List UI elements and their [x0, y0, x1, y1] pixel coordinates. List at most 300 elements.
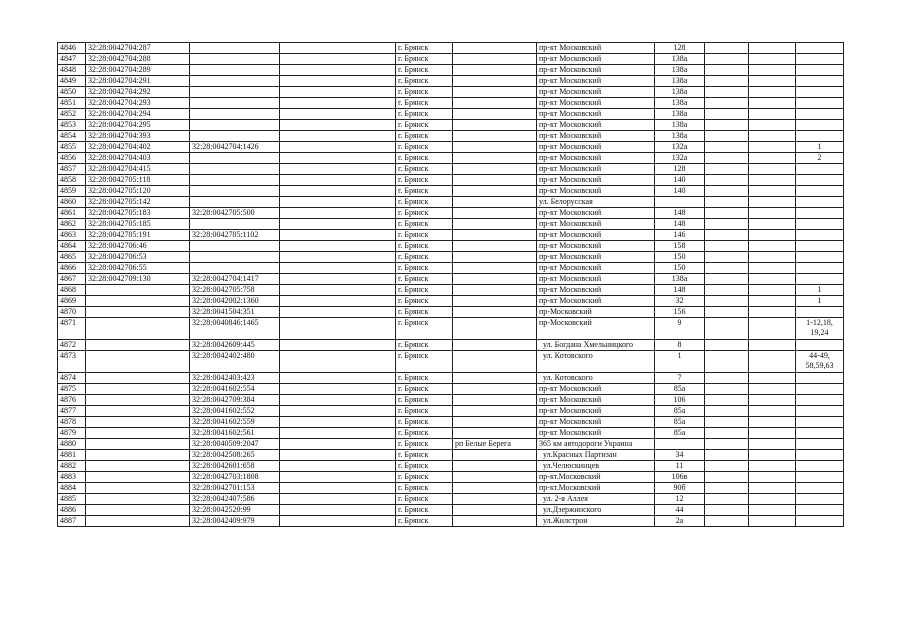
city-cell: г. Брянск: [396, 98, 453, 109]
empty-cell: [280, 318, 396, 340]
settlement-cell: [453, 505, 537, 516]
empty-cell: [749, 131, 796, 142]
street-cell: ул.Дзержинского: [537, 505, 655, 516]
settlement-cell: [453, 395, 537, 406]
street-cell: пр-кт Московский: [537, 120, 655, 131]
table-row: [58, 142, 844, 153]
settlement-cell: [453, 274, 537, 285]
premises-number-cell: [796, 230, 844, 241]
empty-cell: [749, 274, 796, 285]
empty-cell: [749, 395, 796, 406]
empty-cell: [280, 120, 396, 131]
settlement-cell: [453, 153, 537, 164]
table-row: [58, 131, 844, 142]
cadastral-number-cell: [86, 373, 190, 384]
empty-cell: [749, 428, 796, 439]
empty-cell: [705, 131, 749, 142]
empty-cell: [749, 384, 796, 395]
street-cell: пр-кт Московский: [537, 153, 655, 164]
row-number-cell: 4875: [58, 384, 86, 395]
settlement-cell: [453, 120, 537, 131]
empty-cell: [705, 263, 749, 274]
empty-cell: [749, 164, 796, 175]
house-number-cell: 150: [655, 263, 705, 274]
settlement-cell: [453, 241, 537, 252]
empty-cell: [280, 384, 396, 395]
city-cell: г. Брянск: [396, 54, 453, 65]
premises-number-cell: [796, 76, 844, 87]
city-cell: г. Брянск: [396, 197, 453, 208]
empty-cell: [705, 164, 749, 175]
empty-cell: [280, 252, 396, 263]
parent-cadastral-number-cell: 32:28:0042409:979: [190, 516, 280, 527]
house-number-cell: 8: [655, 340, 705, 351]
row-number-cell: 4884: [58, 483, 86, 494]
city-cell: г. Брянск: [396, 417, 453, 428]
empty-cell: [749, 186, 796, 197]
parent-cadastral-number-cell: 32:28:0041504:351: [190, 307, 280, 318]
street-cell: ул. Богдана Хмельницкого: [537, 340, 655, 351]
row-number-cell: 4861: [58, 208, 86, 219]
cadastral-number-cell: 32:28:0042706:53: [86, 252, 190, 263]
cadastral-number-cell: 32:28:0042704:291: [86, 76, 190, 87]
house-number-cell: 7: [655, 373, 705, 384]
empty-cell: [705, 307, 749, 318]
premises-number-cell: 1: [796, 285, 844, 296]
empty-cell: [749, 406, 796, 417]
empty-cell: [705, 197, 749, 208]
parent-cadastral-number-cell: 32:28:0042704:1417: [190, 274, 280, 285]
empty-cell: [749, 208, 796, 219]
settlement-cell: [453, 373, 537, 384]
parent-cadastral-number-cell: 32:28:0042601:658: [190, 461, 280, 472]
empty-cell: [705, 142, 749, 153]
table-row: [58, 208, 844, 219]
empty-cell: [280, 241, 396, 252]
empty-cell: [705, 296, 749, 307]
house-number-cell: [655, 197, 705, 208]
empty-cell: [705, 340, 749, 351]
parent-cadastral-number-cell: 32:28:0042403:423: [190, 373, 280, 384]
premises-number-cell: [796, 175, 844, 186]
premises-number-cell: [796, 43, 844, 54]
parent-cadastral-number-cell: 32:28:0042709:384: [190, 395, 280, 406]
empty-cell: [749, 76, 796, 87]
street-cell: пр-кт Московский: [537, 417, 655, 428]
house-number-cell: 2а: [655, 516, 705, 527]
city-cell: г. Брянск: [396, 483, 453, 494]
settlement-cell: [453, 98, 537, 109]
parent-cadastral-number-cell: 32:28:0042704:1426: [190, 142, 280, 153]
premises-number-cell: [796, 472, 844, 483]
row-number-cell: 4885: [58, 494, 86, 505]
street-cell: пр-кт Московский: [537, 384, 655, 395]
row-number-cell: 4865: [58, 252, 86, 263]
table-row: [58, 197, 844, 208]
empty-cell: [280, 395, 396, 406]
cadastral-number-cell: [86, 450, 190, 461]
table-row: [58, 241, 844, 252]
street-cell: пр-кт Московский: [537, 230, 655, 241]
house-number-cell: 44: [655, 505, 705, 516]
settlement-cell: [453, 318, 537, 340]
city-cell: г. Брянск: [396, 450, 453, 461]
city-cell: г. Брянск: [396, 153, 453, 164]
empty-cell: [280, 373, 396, 384]
empty-cell: [705, 351, 749, 373]
house-number-cell: 106в: [655, 472, 705, 483]
street-cell: пр-кт Московский: [537, 285, 655, 296]
street-cell: пр-кт Московский: [537, 175, 655, 186]
parent-cadastral-number-cell: 32:28:0041602:561: [190, 428, 280, 439]
table-row: [58, 450, 844, 461]
empty-cell: [749, 120, 796, 131]
table-row: [58, 384, 844, 395]
empty-cell: [280, 175, 396, 186]
row-number-cell: 4853: [58, 120, 86, 131]
parent-cadastral-number-cell: [190, 109, 280, 120]
house-number-cell: 150: [655, 252, 705, 263]
city-cell: г. Брянск: [396, 164, 453, 175]
settlement-cell: [453, 186, 537, 197]
table-row: [58, 252, 844, 263]
settlement-cell: [453, 340, 537, 351]
street-cell: ул. Котовского: [537, 351, 655, 373]
parent-cadastral-number-cell: 32:28:0042407:586: [190, 494, 280, 505]
parent-cadastral-number-cell: [190, 263, 280, 274]
empty-cell: [705, 285, 749, 296]
cadastral-number-cell: [86, 307, 190, 318]
house-number-cell: 90б: [655, 483, 705, 494]
settlement-cell: [453, 285, 537, 296]
house-number-cell: 138а: [655, 98, 705, 109]
city-cell: г. Брянск: [396, 395, 453, 406]
city-cell: г. Брянск: [396, 252, 453, 263]
settlement-cell: [453, 87, 537, 98]
row-number-cell: 4880: [58, 439, 86, 450]
row-number-cell: 4858: [58, 175, 86, 186]
cadastral-number-cell: [86, 428, 190, 439]
cadastral-number-cell: [86, 472, 190, 483]
table-row: [58, 120, 844, 131]
empty-cell: [705, 208, 749, 219]
row-number-cell: 4876: [58, 395, 86, 406]
settlement-cell: [453, 219, 537, 230]
empty-cell: [749, 318, 796, 340]
empty-cell: [749, 43, 796, 54]
premises-number-cell: [796, 516, 844, 527]
table-row: [58, 219, 844, 230]
empty-cell: [705, 175, 749, 186]
premises-number-cell: 1-12,18, 19,24: [796, 318, 844, 340]
city-cell: г. Брянск: [396, 307, 453, 318]
premises-number-cell: [796, 417, 844, 428]
parent-cadastral-number-cell: [190, 120, 280, 131]
empty-cell: [749, 197, 796, 208]
empty-cell: [749, 219, 796, 230]
premises-number-cell: [796, 274, 844, 285]
empty-cell: [280, 131, 396, 142]
premises-number-cell: [796, 208, 844, 219]
house-number-cell: 1: [655, 351, 705, 373]
cadastral-number-cell: 32:28:0042704:403: [86, 153, 190, 164]
parent-cadastral-number-cell: [190, 131, 280, 142]
table-row: [58, 351, 844, 373]
street-cell: ул. Котовского: [537, 373, 655, 384]
row-number-cell: 4852: [58, 109, 86, 120]
empty-cell: [280, 417, 396, 428]
cadastral-number-cell: [86, 417, 190, 428]
cadastral-number-cell: 32:28:0042705:183: [86, 208, 190, 219]
row-number-cell: 4881: [58, 450, 86, 461]
house-number-cell: 148: [655, 219, 705, 230]
premises-number-cell: [796, 263, 844, 274]
empty-cell: [705, 450, 749, 461]
settlement-cell: [453, 208, 537, 219]
settlement-cell: [453, 43, 537, 54]
house-number-cell: 132а: [655, 153, 705, 164]
city-cell: г. Брянск: [396, 76, 453, 87]
street-cell: пр-кт Московский: [537, 219, 655, 230]
empty-cell: [280, 307, 396, 318]
settlement-cell: [453, 483, 537, 494]
cadastral-number-cell: [86, 395, 190, 406]
row-number-cell: 4874: [58, 373, 86, 384]
table-row: [58, 428, 844, 439]
table-row: [58, 186, 844, 197]
empty-cell: [280, 351, 396, 373]
empty-cell: [749, 109, 796, 120]
cadastral-number-cell: [86, 483, 190, 494]
cadastral-number-cell: [86, 516, 190, 527]
empty-cell: [749, 307, 796, 318]
street-cell: пр-кт Московский: [537, 296, 655, 307]
table-row: [58, 263, 844, 274]
table-row: [58, 373, 844, 384]
house-number-cell: 138а: [655, 131, 705, 142]
empty-cell: [749, 461, 796, 472]
city-cell: г. Брянск: [396, 263, 453, 274]
house-number-cell: 138а: [655, 76, 705, 87]
street-cell: пр-кт Московский: [537, 76, 655, 87]
empty-cell: [280, 65, 396, 76]
city-cell: г. Брянск: [396, 505, 453, 516]
house-number-cell: 158: [655, 241, 705, 252]
empty-cell: [705, 395, 749, 406]
row-number-cell: 4879: [58, 428, 86, 439]
cadastral-number-cell: [86, 351, 190, 373]
premises-number-cell: [796, 54, 844, 65]
table-row: [58, 76, 844, 87]
city-cell: г. Брянск: [396, 219, 453, 230]
cadastral-number-cell: 32:28:0042704:293: [86, 98, 190, 109]
city-cell: г. Брянск: [396, 175, 453, 186]
settlement-cell: [453, 65, 537, 76]
settlement-cell: [453, 197, 537, 208]
settlement-cell: [453, 252, 537, 263]
street-cell: пр-кт Московский: [537, 87, 655, 98]
street-cell: пр-кт Московский: [537, 252, 655, 263]
row-number-cell: 4882: [58, 461, 86, 472]
empty-cell: [749, 65, 796, 76]
empty-cell: [749, 230, 796, 241]
row-number-cell: 4847: [58, 54, 86, 65]
house-number-cell: [655, 439, 705, 450]
settlement-cell: [453, 175, 537, 186]
street-cell: ул. Белорусская: [537, 197, 655, 208]
street-cell: пр-кт.Московский: [537, 483, 655, 494]
settlement-cell: [453, 406, 537, 417]
street-cell: пр-кт Московский: [537, 208, 655, 219]
empty-cell: [749, 340, 796, 351]
city-cell: г. Брянск: [396, 516, 453, 527]
city-cell: г. Брянск: [396, 373, 453, 384]
street-cell: пр-кт Московский: [537, 428, 655, 439]
settlement-cell: [453, 164, 537, 175]
house-number-cell: 138а: [655, 274, 705, 285]
house-number-cell: 11: [655, 461, 705, 472]
empty-cell: [749, 472, 796, 483]
parent-cadastral-number-cell: 32:28:0042705:758: [190, 285, 280, 296]
city-cell: г. Брянск: [396, 230, 453, 241]
empty-cell: [749, 241, 796, 252]
empty-cell: [749, 263, 796, 274]
empty-cell: [749, 54, 796, 65]
table-row: [58, 483, 844, 494]
empty-cell: [280, 428, 396, 439]
empty-cell: [705, 252, 749, 263]
cadastral-number-cell: 32:28:0042704:287: [86, 43, 190, 54]
parent-cadastral-number-cell: [190, 252, 280, 263]
settlement-cell: [453, 54, 537, 65]
row-number-cell: 4883: [58, 472, 86, 483]
empty-cell: [705, 384, 749, 395]
street-cell: пр-кт Московский: [537, 241, 655, 252]
empty-cell: [705, 76, 749, 87]
table-row: [58, 274, 844, 285]
cadastral-number-cell: [86, 494, 190, 505]
city-cell: г. Брянск: [396, 318, 453, 340]
table-row: [58, 230, 844, 241]
cadastral-number-cell: 32:28:0042704:288: [86, 54, 190, 65]
street-cell: ул.Жилстрои: [537, 516, 655, 527]
parent-cadastral-number-cell: [190, 87, 280, 98]
street-cell: пр-кт Московский: [537, 142, 655, 153]
street-cell: пр-кт Московский: [537, 54, 655, 65]
row-number-cell: 4872: [58, 340, 86, 351]
premises-number-cell: [796, 505, 844, 516]
settlement-cell: [453, 384, 537, 395]
house-number-cell: 85а: [655, 417, 705, 428]
house-number-cell: 138а: [655, 87, 705, 98]
city-cell: г. Брянск: [396, 131, 453, 142]
parent-cadastral-number-cell: 32:28:0041602:554: [190, 384, 280, 395]
cadastral-number-cell: 32:28:0042705:191: [86, 230, 190, 241]
empty-cell: [705, 516, 749, 527]
settlement-cell: [453, 428, 537, 439]
empty-cell: [749, 450, 796, 461]
table-row: [58, 65, 844, 76]
premises-number-cell: [796, 461, 844, 472]
cadastral-number-cell: 32:28:0042705:142: [86, 197, 190, 208]
parent-cadastral-number-cell: 32:28:0042002:1360: [190, 296, 280, 307]
row-number-cell: 4866: [58, 263, 86, 274]
premises-number-cell: [796, 120, 844, 131]
premises-number-cell: [796, 186, 844, 197]
city-cell: г. Брянск: [396, 384, 453, 395]
empty-cell: [280, 142, 396, 153]
cadastral-number-cell: [86, 340, 190, 351]
table-row: [58, 307, 844, 318]
table-row: [58, 109, 844, 120]
empty-cell: [705, 87, 749, 98]
empty-cell: [705, 417, 749, 428]
premises-number-cell: [796, 197, 844, 208]
row-number-cell: 4867: [58, 274, 86, 285]
city-cell: г. Брянск: [396, 461, 453, 472]
row-number-cell: 4851: [58, 98, 86, 109]
parent-cadastral-number-cell: [190, 76, 280, 87]
parent-cadastral-number-cell: [190, 65, 280, 76]
settlement-cell: [453, 142, 537, 153]
empty-cell: [749, 494, 796, 505]
premises-number-cell: [796, 252, 844, 263]
empty-cell: [280, 230, 396, 241]
table-body: [58, 43, 844, 527]
premises-number-cell: [796, 483, 844, 494]
house-number-cell: 34: [655, 450, 705, 461]
row-number-cell: 4869: [58, 296, 86, 307]
parent-cadastral-number-cell: [190, 219, 280, 230]
empty-cell: [749, 516, 796, 527]
city-cell: г. Брянск: [396, 186, 453, 197]
premises-number-cell: [796, 384, 844, 395]
parent-cadastral-number-cell: [190, 164, 280, 175]
table-row: [58, 505, 844, 516]
empty-cell: [280, 87, 396, 98]
premises-number-cell: [796, 428, 844, 439]
row-number-cell: 4877: [58, 406, 86, 417]
row-number-cell: 4848: [58, 65, 86, 76]
street-cell: пр-кт Московский: [537, 274, 655, 285]
street-cell: пр-кт Московский: [537, 406, 655, 417]
empty-cell: [280, 406, 396, 417]
empty-cell: [705, 54, 749, 65]
parent-cadastral-number-cell: 32:28:0042520:99: [190, 505, 280, 516]
property-register-table: [57, 42, 844, 527]
premises-number-cell: 44-49, 58,59,63: [796, 351, 844, 373]
empty-cell: [280, 208, 396, 219]
settlement-cell: [453, 109, 537, 120]
table-row: [58, 494, 844, 505]
street-cell: пр-кт Московский: [537, 395, 655, 406]
parent-cadastral-number-cell: [190, 153, 280, 164]
row-number-cell: 4860: [58, 197, 86, 208]
table-row: [58, 395, 844, 406]
empty-cell: [705, 373, 749, 384]
parent-cadastral-number-cell: [190, 175, 280, 186]
house-number-cell: 148: [655, 208, 705, 219]
empty-cell: [705, 241, 749, 252]
parent-cadastral-number-cell: 32:28:0042508:265: [190, 450, 280, 461]
row-number-cell: 4887: [58, 516, 86, 527]
empty-cell: [705, 219, 749, 230]
empty-cell: [705, 318, 749, 340]
row-number-cell: 4862: [58, 219, 86, 230]
empty-cell: [705, 230, 749, 241]
premises-number-cell: 1: [796, 142, 844, 153]
row-number-cell: 4863: [58, 230, 86, 241]
